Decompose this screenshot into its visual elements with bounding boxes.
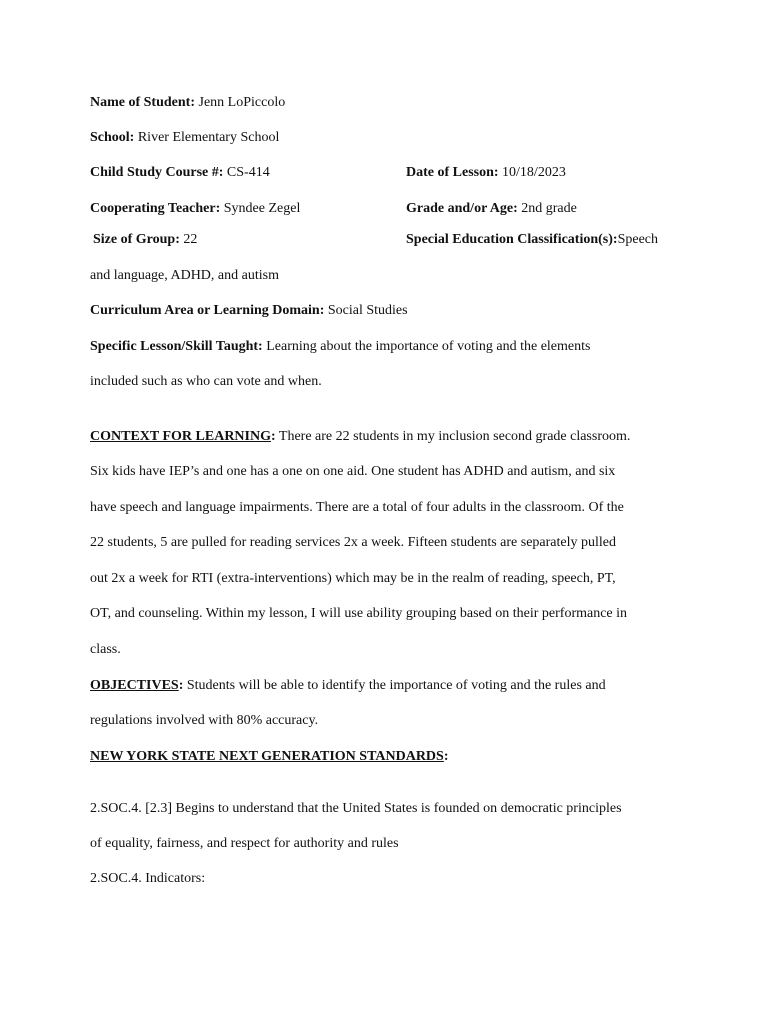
student-name-value: Jenn LoPiccolo [195,95,286,110]
school-row [90,129,279,147]
lesson-date-row [406,164,566,182]
student-name-label: Name of Student: [90,95,195,110]
teacher-row [90,200,300,218]
context-line: There are 22 students in my inclusion second grade classroom. [275,429,631,444]
course-value: CS-414 [223,165,270,180]
classification-value: Speech [617,232,659,247]
objectives-line: regulations involved with 80% accuracy. [90,713,319,728]
standards-heading: NEW YORK STATE NEXT GENERATION STANDARDS [90,749,444,764]
skill-row [90,338,590,356]
group-size-row [93,231,197,249]
objectives-colon: : [178,678,184,693]
classification-continued: and language, ADHD, and autism [90,268,279,283]
context-line: out 2x a week for RTI (extra-interventions) which may be in the realm of reading, speech, PT, [90,571,616,586]
objectives-row [90,677,606,695]
group-size-value: 22 [179,232,198,247]
skill-line: included such as who can vote and when. [90,374,322,389]
skill-label: Specific Lesson/Skill Taught: [90,339,263,354]
context-line: 22 students, 5 are pulled for reading services 2x a week. Fifteen students are separately pulled [90,535,616,550]
standard-line: 2.SOC.4. [2.3] Begins to understand that the United States is founded on democratic principles [90,801,622,816]
school-label: School: [90,130,135,145]
grade-value: 2nd grade [517,201,577,216]
lesson-date-label: Date of Lesson: [406,165,499,180]
lesson-date-value: 10/18/2023 [498,165,566,180]
grade-label: Grade and/or Age: [406,201,518,216]
teacher-value: Syndee Zegel [220,201,301,216]
curriculum-row [90,302,408,320]
standard-line: 2.SOC.4. Indicators: [90,871,206,886]
grade-row [406,200,577,218]
skill-line: Learning about the importance of voting and the elements [262,339,591,354]
context-row [90,428,630,446]
context-line: class. [90,642,121,657]
context-line: OT, and counseling. Within my lesson, I will use ability grouping based on their performance in [90,606,628,621]
curriculum-value: Social Studies [324,303,408,318]
course-row [90,164,270,182]
objectives-heading: OBJECTIVES [90,678,179,693]
school-value: River Elementary School [134,130,280,145]
classification-label: Special Education Classification(s): [406,232,618,247]
standard-line: of equality, fairness, and respect for authority and rules [90,836,399,851]
standards-row [90,748,449,766]
group-size-label: Size of Group: [93,232,180,247]
course-label: Child Study Course #: [90,165,224,180]
context-colon: : [271,429,276,444]
context-heading: CONTEXT FOR LEARNING [90,429,271,444]
classification-row [406,231,658,249]
context-line: have speech and language impairments. There are a total of four adults in the classroom. Of the [90,500,624,515]
teacher-label: Cooperating Teacher: [90,201,221,216]
objectives-line: Students will be able to identify the importance of voting and the rules and [183,678,606,693]
curriculum-label: Curriculum Area or Learning Domain: [90,303,325,318]
context-line: Six kids have IEP’s and one has a one on one aid. One student has ADHD and autism, and six [90,464,616,479]
student-name-row [90,94,285,112]
standards-colon: : [443,749,449,764]
